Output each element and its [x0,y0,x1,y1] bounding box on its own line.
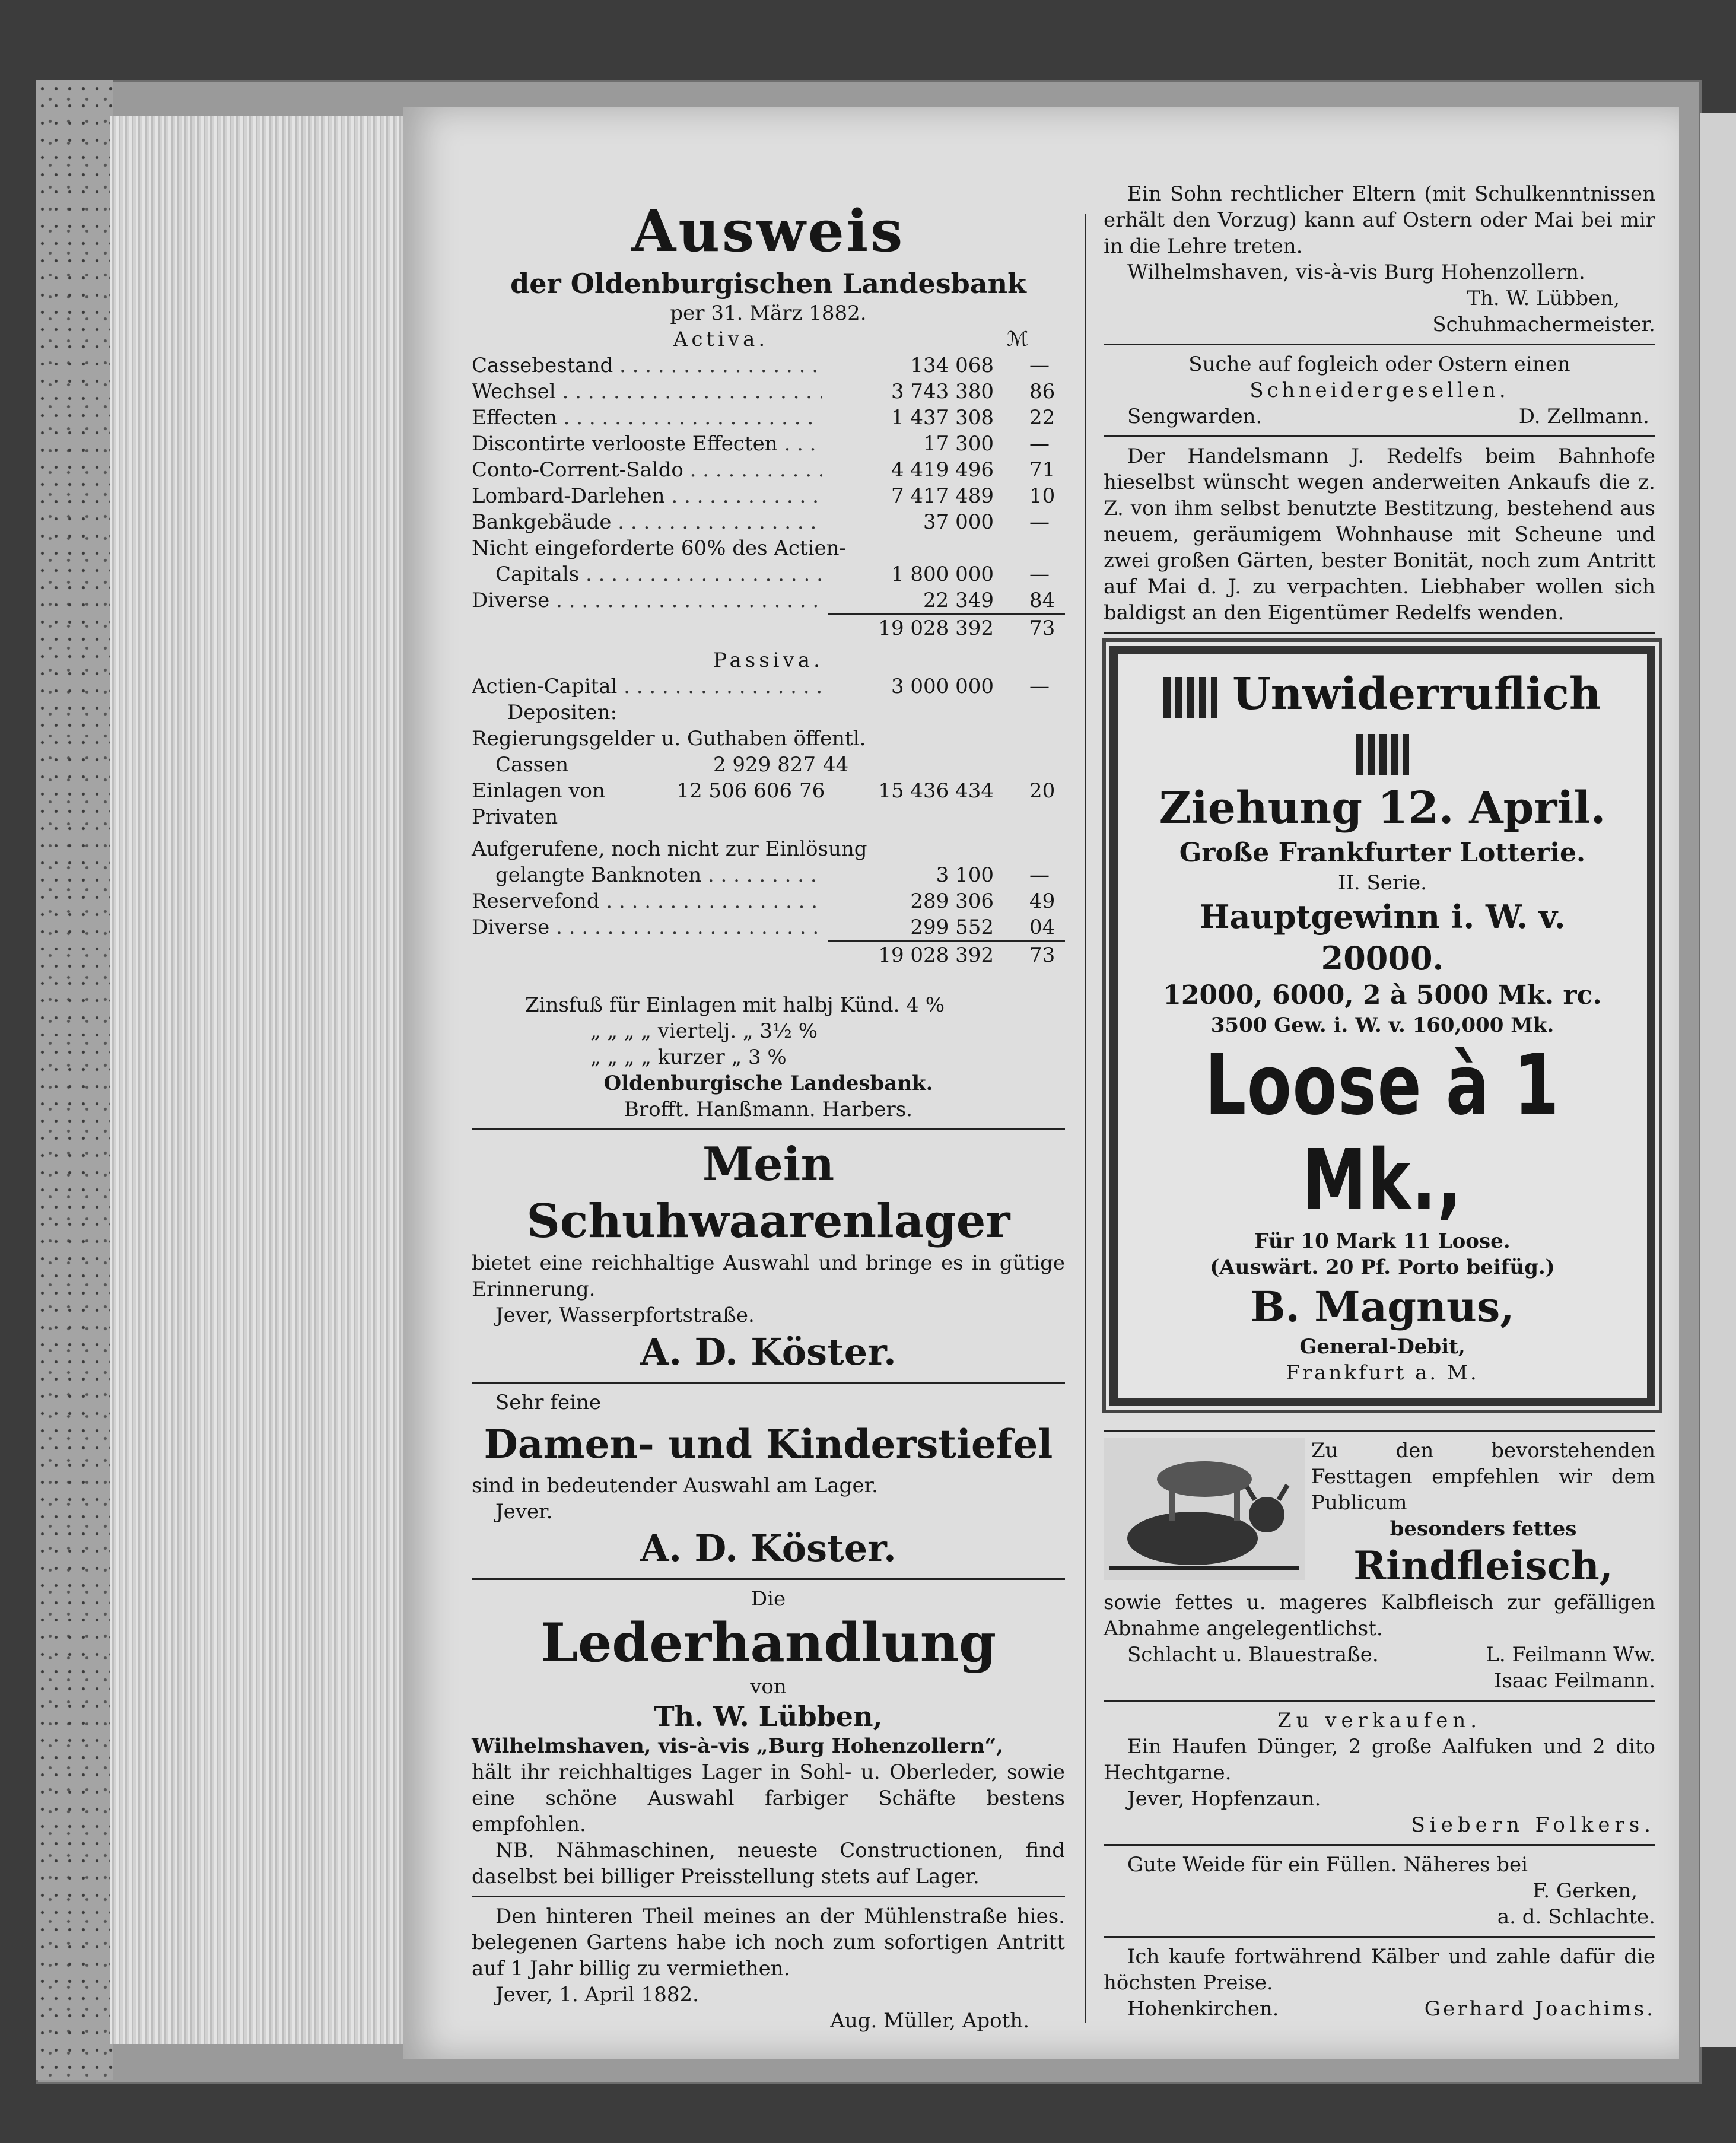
stiefel-title: Damen- und Kinderstiefel [484,1421,1053,1467]
garten-signature: Aug. Müller, Apoth. [830,2009,1029,2033]
schuh-signature: A. D. Köster. [640,1330,896,1373]
verkauf-ad [1104,1708,1655,1838]
garten-ad [472,1903,1065,2034]
fleisch-signature2: Isaac Feilmann. [1494,1669,1655,1693]
rule [1104,1844,1655,1846]
lotterie-prizes: 12000, 6000, 2 à 5000 Mk. rc. [1163,980,1602,1010]
verkauf-text: Ein Haufen Dünger, 2 große Aalfuken und 2 dito Hechtgarne. [1104,1735,1655,1785]
rule [1104,1936,1655,1938]
lotterie-ziehung: Ziehung 12. April. [1159,783,1606,834]
fleisch-title: Rindfleisch, [1353,1543,1613,1589]
activa-header: Activa. [673,328,769,351]
leder-von: von [750,1675,787,1699]
lehre-signature: Th. W. Lübben, [1467,287,1620,310]
schuh-ad [472,1136,1065,1376]
verkauf-title: Zu verkaufen. [1277,1709,1482,1732]
lotterie-hauptgewinn: Hauptgewinn i. W. v. 20000. [1199,898,1566,977]
lotterie-prizes-total: 3500 Gew. i. W. v. 160,000 Mk. [1210,1013,1554,1037]
leder-address: Wilhelmshaven, vis-à-vis „Burg Hohenzollern“, [472,1734,1003,1758]
fleisch-text3: sowie fettes u. mageres Kalbfleisch zur gefälligen Abnahme angelegentlichst. [1104,1591,1655,1640]
bank-officers: Brofft. Hanßmann. Harbers. [624,1098,913,1121]
passiva-subrow: Cassen 2 929 827 44 [495,753,849,777]
leder-title: Lederhandlung [540,1611,997,1674]
rule [472,1382,1065,1384]
stiefel-ad [472,1390,1065,1572]
lotterie-debit: General-Debit, [1299,1335,1465,1359]
activa-row: Cassebestand . . . 134 068 — [472,352,1065,379]
currency-symbol: ℳ [1006,328,1029,351]
zinsfuss-line: Zinsfuß für Einlagen mit halbj Künd. 4 % [525,993,945,1017]
schuh-text: bietet eine reichhaltige Auswahl und bringe es in gütige Erinnerung. [472,1251,1065,1301]
schuh-title: Mein Schuhwaarenlager [526,1137,1010,1248]
lotterie-loose: Loose à 1 Mk., [1204,1037,1560,1229]
column-divider [1085,214,1086,2023]
lotterie-serie: II. Serie. [1338,871,1427,895]
activa-row: Diverse . . . 22 349 84 [472,587,1065,613]
fleisch-signature1: L. Feilmann Ww. [1486,1643,1655,1667]
lotterie-ad [1109,646,1655,1406]
stiefel-text: sind in bedeutender Auswahl am Lager. [472,1474,878,1497]
ausweis-date: per 31. März 1882. [670,301,867,325]
lehre-ad [1104,181,1655,338]
garten-place: Jever, 1. April 1882. [495,1983,699,2007]
rule [472,1896,1065,1897]
facing-page-sliver [1700,113,1736,2047]
depositen-label: Depositen: [507,701,618,724]
kaelber-ad [1104,1944,1655,2022]
rule [472,1578,1065,1580]
leder-die: Die [751,1587,786,1611]
lotterie-porto: (Auswärt. 20 Pf. Porto beifüg.) [1210,1255,1555,1279]
fleisch-place: Schlacht u. Blauestraße. [1127,1643,1379,1667]
stiefel-signature: A. D. Köster. [640,1527,896,1570]
lotterie-seller: B. Magnus, [1250,1282,1515,1331]
redelfs-text: Der Handelsmann J. Redelfs beim Bahnhofe hieselbst wünscht wegen anderweiten Ankaufs die z. Z. von ihm selbst benutzte Bestitzung, bestehend aus neuem, geräumigem Wohnhause mit Scheune und zwei großen Gärten, bester Bonität, noch zum Antritt auf Mai d. J. zu verpachten. Liebhaber wollen sich baldigst an den Eigentümer Redelfs wenden. [1104,444,1655,625]
activa-total: 19 028 392 73 [878,616,1055,640]
zinsfuss-line: „ „ „ „ viertelj. „ 3½ % [590,1019,818,1043]
page-edges [110,116,406,2044]
rule [1104,1700,1655,1702]
garten-text: Den hinteren Theil meines an der Mühlenstraße hies. belegenen Gartens habe ich noch zum sofortigen Antritt auf 1 Jahr billig zu vermiethen. [472,1904,1065,1980]
stiefel-pre: Sehr feine [495,1391,601,1414]
rule [1104,435,1655,437]
zinsfuss-line: „ „ „ „ kurzer „ 3 % [590,1045,787,1069]
flag-ornament-left [1163,677,1217,718]
activa-row: Conto-Corrent-Saldo . . . 4 419 496 71 [472,457,1065,483]
lehre-role: Schuhmachermeister. [1432,313,1655,336]
regierung-line: Regierungsgelder u. Guthaben öffentl. [472,727,866,751]
passiva-total: 19 028 392 73 [878,943,1055,967]
nicht-eingeforderte-line: Nicht eingeforderte 60% des Actien- [472,536,847,560]
passiva-subrow: Einlagen von Privaten 12 506 606 76 15 436 434 20 [472,779,1055,829]
lehre-place: Wilhelmshaven, vis-à-vis Burg Hohenzollern. [1127,260,1585,284]
geselle-place: Sengwarden. [1127,405,1263,428]
kaelber-place: Hohenkirchen. [1127,1997,1279,2021]
marbled-cover-edge [36,80,113,2080]
newspaper-page [403,107,1679,2059]
passiva-row: Actien-Capital . . . 3 000 000 — [472,673,1065,700]
geselle-ad [1104,351,1655,430]
left-column [472,196,1065,2034]
verkauf-signature: Siebern Folkers. [1411,1813,1655,1837]
fleisch-text2: besonders fettes [1390,1517,1577,1541]
geselle-line2: Schneidergesellen. [1249,379,1509,402]
leder-name: Th. W. Lübben, [654,1700,883,1732]
lotterie-name: Große Frankfurter Lotterie. [1179,838,1586,868]
geselle-signature: D. Zellmann. [1518,405,1649,428]
weide-text: Gute Weide für ein Füllen. Näheres bei [1127,1853,1528,1877]
lehre-text: Ein Sohn rechtlicher Eltern (mit Schulkenntnissen erhält den Vorzug) kann auf Ostern oder Mai bei mir in die Lehre treten. [1104,182,1655,258]
activa-row: Lombard-Darlehen . . . 7 417 489 10 [472,483,1065,509]
passiva-row: Reservefond . . . 289 306 49 [472,888,1065,914]
aufgerufene-line: Aufgerufene, noch nicht zur Einlösung [472,837,867,861]
rule [1104,1430,1655,1432]
kaelber-text: Ich kaufe fortwährend Kälber und zahle dafür die höchsten Preise. [1104,1945,1655,1995]
ausweis-block [472,196,1065,1123]
schuh-place: Jever, Wasserpfortstraße. [495,1303,755,1327]
weide-signature1: F. Gerken, [1532,1879,1638,1903]
weide-signature2: a. d. Schlachte. [1497,1905,1655,1929]
lotterie-city: Frankfurt a. M. [1286,1361,1479,1385]
rule [1104,344,1655,345]
weide-ad [1104,1852,1655,1930]
cattle-illustration [1104,1438,1305,1580]
ausweis-title: Ausweis [631,198,905,265]
leder-ad [472,1586,1065,1890]
passiva-row: gelangte Banknoten . . . 3 100 — [472,862,1065,888]
bank-signature: Oldenburgische Landesbank. [603,1072,933,1095]
right-column [1104,181,1655,2022]
lotterie-price: Für 10 Mark 11 Loose. [1254,1229,1511,1253]
activa-row: Effecten . . . 1 437 308 22 [472,405,1065,431]
passiva-row: Diverse . . . 299 552 04 [472,914,1065,940]
passiva-header: Passiva. [713,648,824,672]
activa-row: Bankgebäude . . . 37 000 — [472,509,1065,535]
verkauf-place: Jever, Hopfenzaun. [1127,1787,1321,1811]
flag-ornament-right [1356,734,1409,775]
rule [1104,632,1655,634]
rule [472,1128,1065,1130]
fleisch-text1: Zu den bevorstehenden Festtagen empfehlen wir dem Publicum [1311,1439,1655,1515]
activa-row: Wechsel . . . 3 743 380 86 [472,379,1065,405]
kaelber-signature: Gerhard Joachims. [1424,1997,1655,2021]
lotterie-h1: Unwiderruflich [1232,669,1601,720]
activa-row: Capitals . . . 1 800 000 — [472,561,1065,587]
leder-nb: NB. Nähmaschinen, neueste Constructionen, find daselbst bei billiger Preisstellung stets auf Lager. [472,1839,1065,1888]
leder-text: hält ihr reichhaltiges Lager in Sohl- u. Oberleder, sowie eine schöne Auswahl farbiger Schäfte bestens empfohlen. [472,1760,1065,1836]
stiefel-place: Jever. [495,1500,553,1524]
fleisch-ad [1104,1438,1655,1694]
geselle-line1: Suche auf fogleich oder Ostern einen [1188,352,1570,376]
ausweis-subtitle: der Oldenburgischen Landesbank [510,268,1026,300]
activa-row: Discontirte verlooste Effecten . . . 17 300 — [472,431,1065,457]
